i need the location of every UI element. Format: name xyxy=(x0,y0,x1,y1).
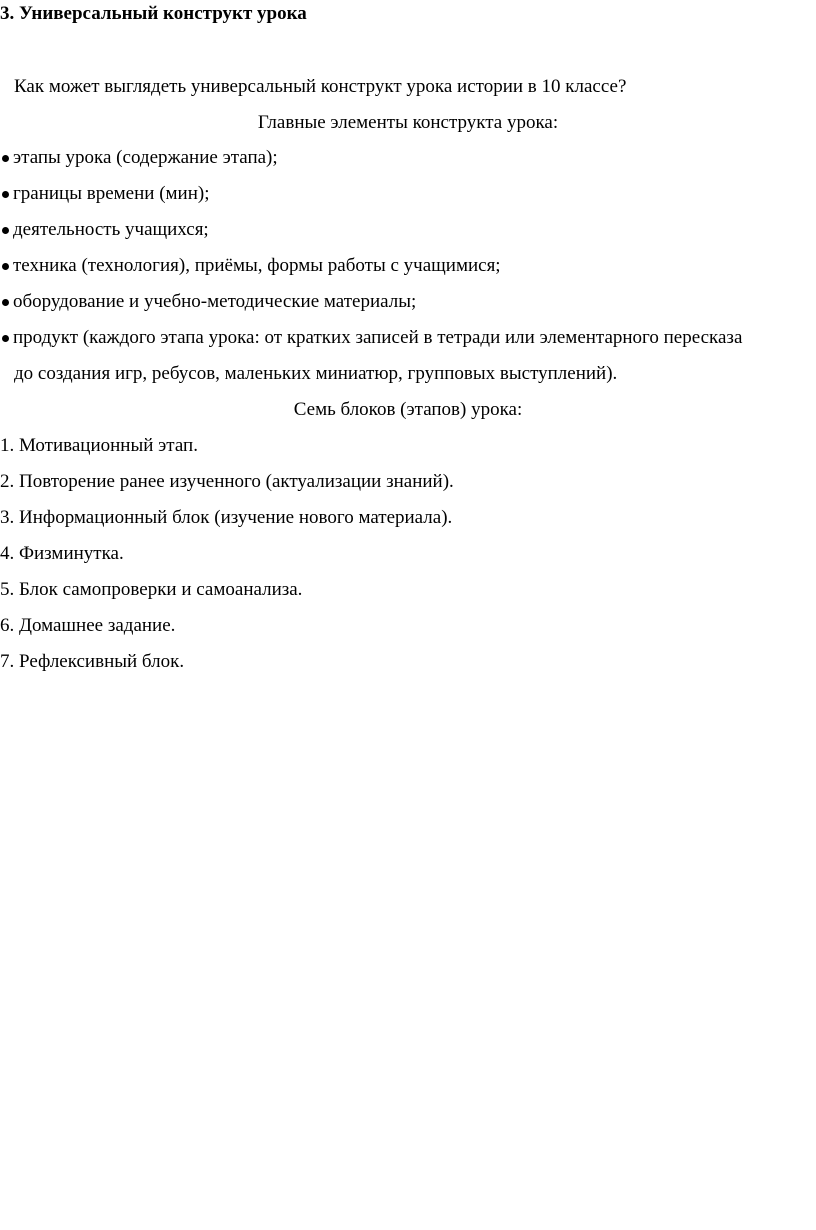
bullet-icon xyxy=(2,335,9,342)
list-item xyxy=(0,326,742,350)
numbered-item: 5. Блок самопроверки и самоанализа. xyxy=(0,579,303,600)
list-item xyxy=(0,218,209,242)
numbered-item: 1. Мотивационный этап. xyxy=(0,435,198,456)
bullet-icon xyxy=(2,299,9,306)
list-item xyxy=(0,290,416,314)
bullet-icon xyxy=(2,263,9,270)
blocks-title: Семь блоков (этапов) урока: xyxy=(293,399,523,420)
list-item xyxy=(0,146,278,170)
list-item-text: этапы урока (содержание этапа); xyxy=(13,147,278,168)
bullet-icon xyxy=(2,191,9,198)
list-item-text: границы времени (мин); xyxy=(13,183,210,204)
numbered-item: 2. Повторение ранее изученного (актуализации знаний). xyxy=(0,471,454,492)
section-heading: 3. Универсальный конструкт урока xyxy=(0,3,307,24)
question-text: Как может выглядеть универсальный конструкт урока истории в 10 классе? xyxy=(14,76,627,97)
numbered-item: 3. Информационный блок (изучение нового материала). xyxy=(0,507,453,528)
numbered-item: 7. Рефлексивный блок. xyxy=(0,651,185,672)
list-item xyxy=(0,182,210,206)
numbered-item: 4. Физминутка. xyxy=(0,543,124,564)
list-item-text: оборудование и учебно-методические материалы; xyxy=(13,291,417,312)
bullet-icon xyxy=(2,155,9,162)
elements-title: Главные элементы конструкта урока: xyxy=(257,112,559,133)
list-item-continuation: до создания игр, ребусов, маленьких миниатюр, групповых выступлений). xyxy=(14,363,618,384)
list-item-text: техника (технология), приёмы, формы работы с учащимися; xyxy=(13,255,501,276)
list-item-text: деятельность учащихся; xyxy=(13,219,209,240)
list-item-text: продукт (каждого этапа урока: от кратких записей в тетради или элементарного пересказа xyxy=(13,327,743,348)
bullet-icon xyxy=(2,227,9,234)
list-item xyxy=(0,254,501,278)
numbered-item: 6. Домашнее задание. xyxy=(0,615,176,636)
